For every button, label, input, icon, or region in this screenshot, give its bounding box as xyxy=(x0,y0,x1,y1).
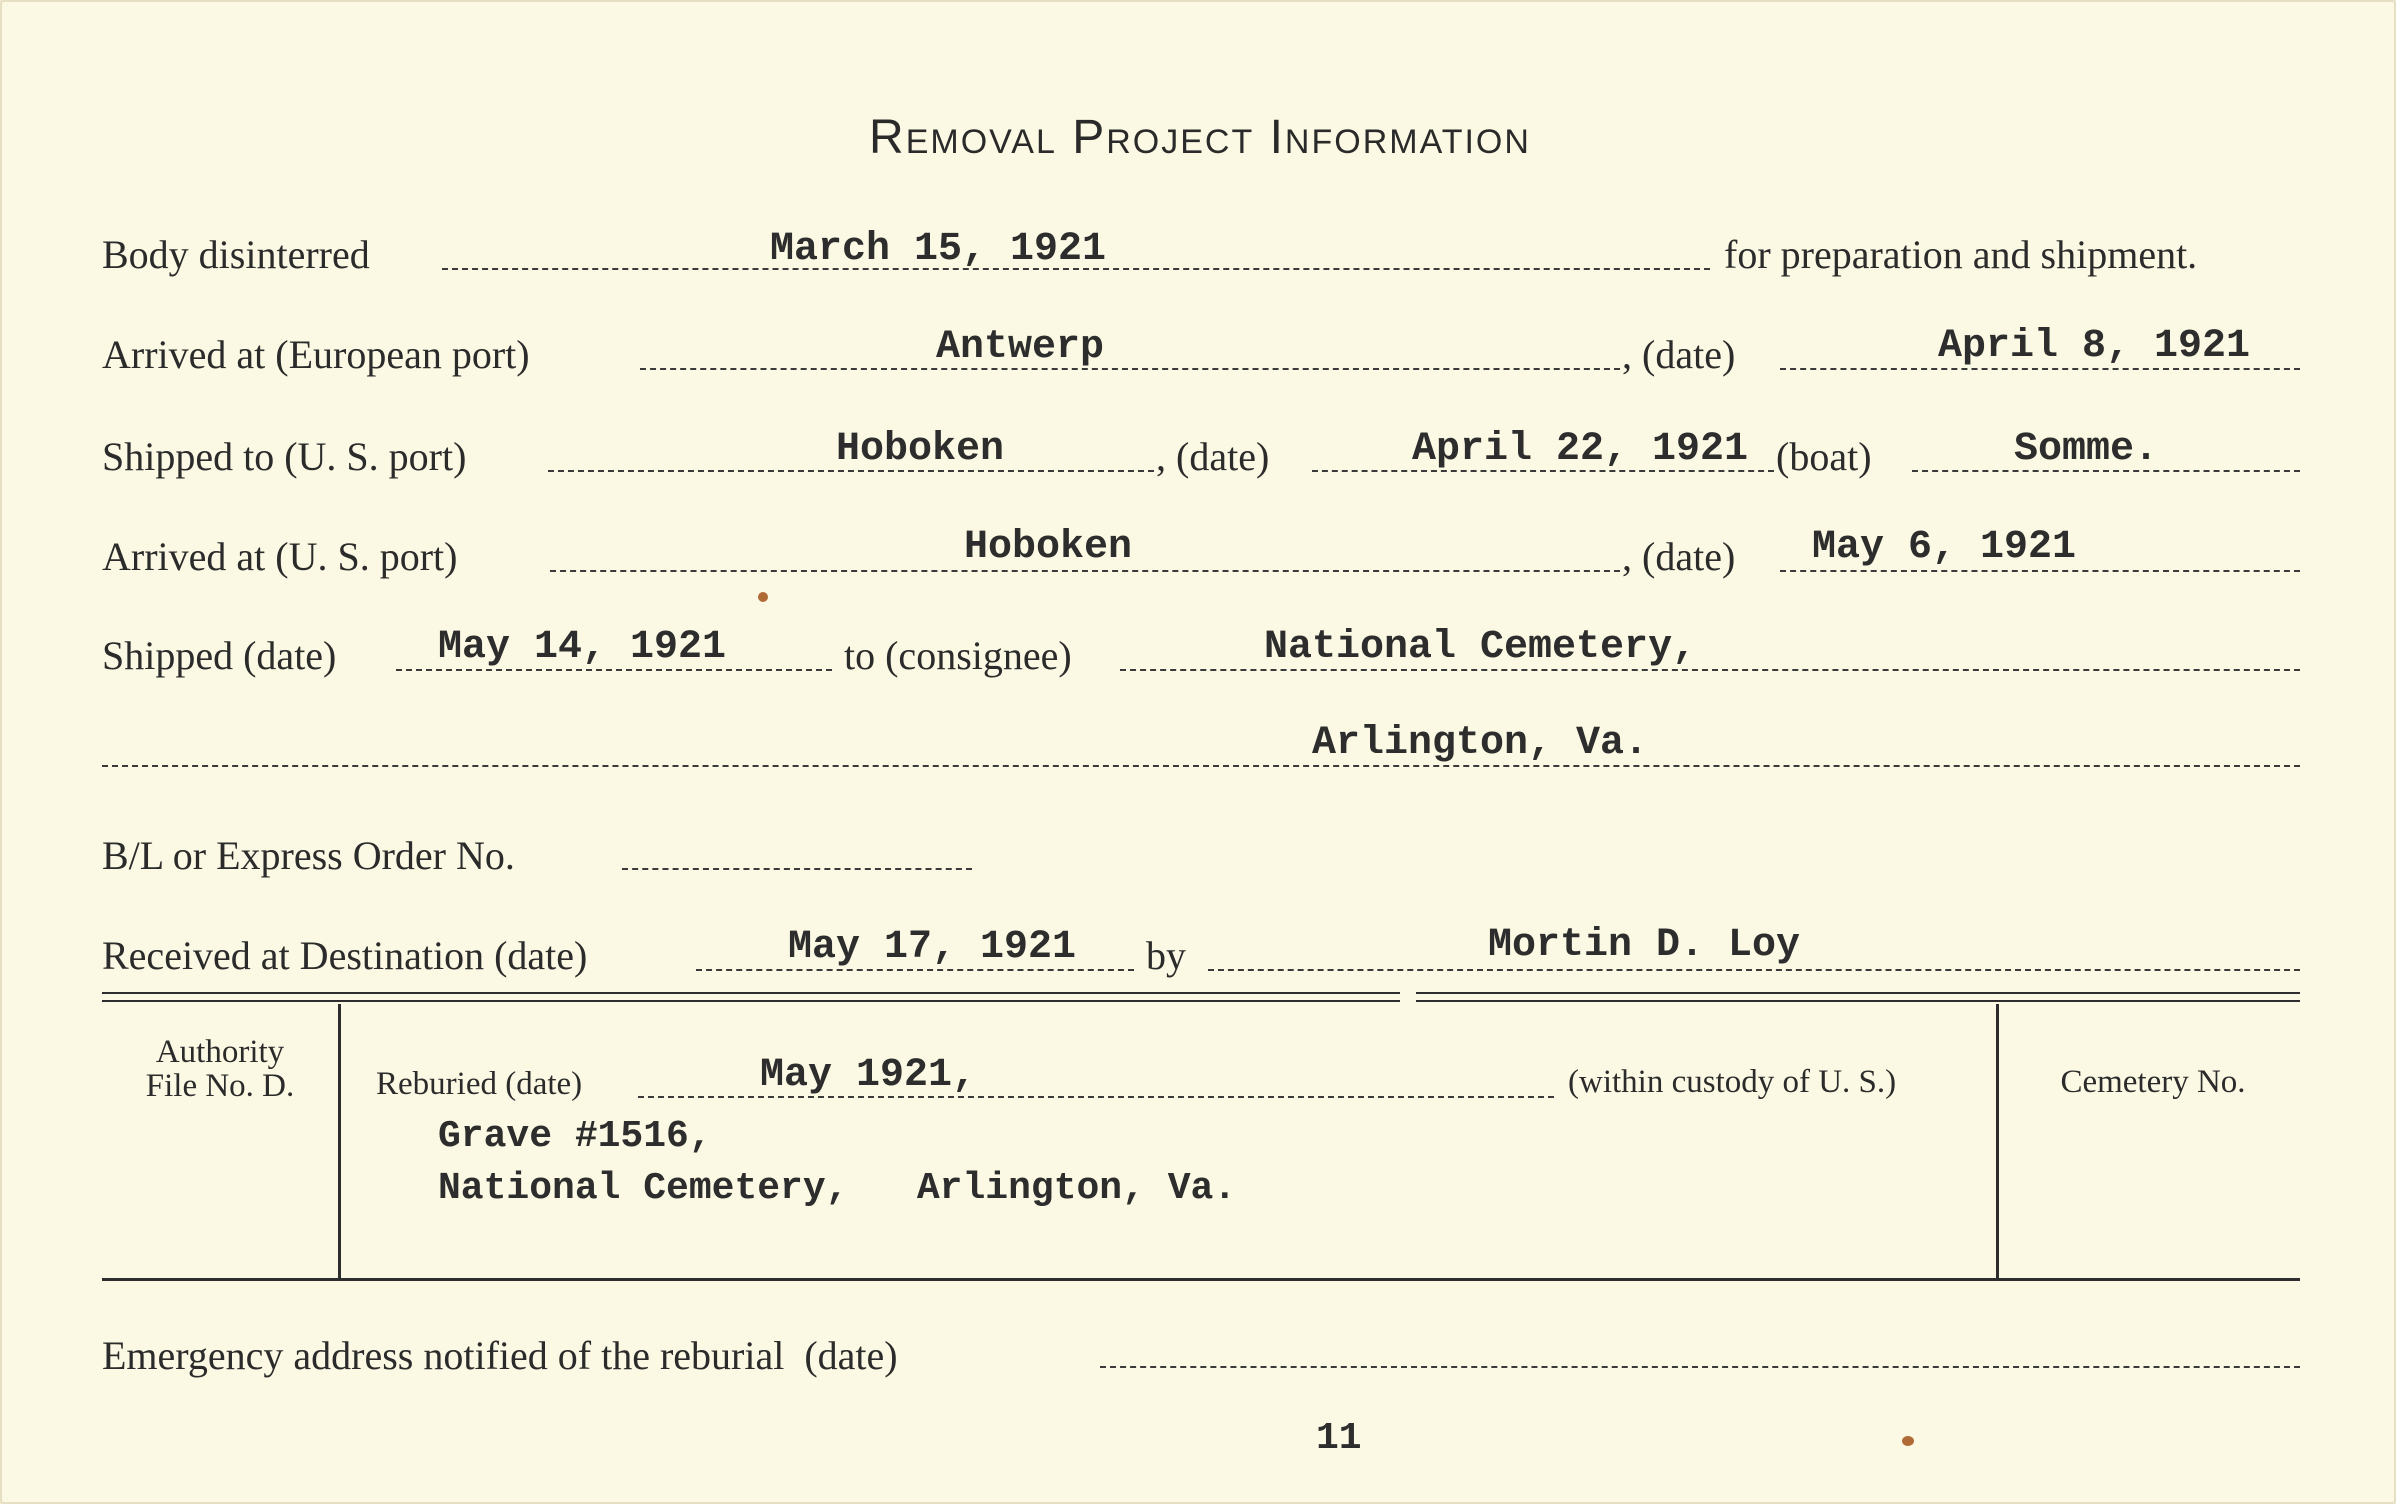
consignee-line-2 xyxy=(102,765,2300,767)
box-top-rule-left-2 xyxy=(102,1000,1400,1002)
bl-label: B/L or Express Order No. xyxy=(102,833,515,878)
box-divider-right xyxy=(1996,1004,1999,1278)
shipped-us-boat-value: Somme. xyxy=(2014,427,2159,472)
box-divider-left xyxy=(338,1004,341,1278)
shipped-us-date-label: , (date) xyxy=(1156,434,1270,479)
disinterred-value: March 15, 1921 xyxy=(770,227,1107,272)
consignee-label: to (consignee) xyxy=(844,633,1072,678)
received-label: Received at Destination (date) xyxy=(102,933,588,978)
form-title: Removal Project Information xyxy=(869,111,1531,164)
shipped-date-value: May 14, 1921 xyxy=(438,625,727,670)
shipped-date-label: Shipped (date) xyxy=(102,633,337,678)
bl-line xyxy=(622,868,972,870)
box-bottom-rule xyxy=(102,1278,2300,1281)
arrived-us-date-label: , (date) xyxy=(1622,534,1736,579)
received-by-value: Mortin D. Loy xyxy=(1488,923,1801,968)
shipped-us-date-value: April 22, 1921 xyxy=(1412,427,1749,472)
european-port-line xyxy=(640,368,1620,370)
arrived-us-line xyxy=(550,570,1620,572)
reburied-label: Reburied (date) xyxy=(376,1066,583,1102)
arrived-us-label: Arrived at (U. S. port) xyxy=(102,534,458,579)
shipped-us-value: Hoboken xyxy=(836,427,1005,472)
grave-line-1: Grave #1516, xyxy=(438,1115,712,1158)
arrived-us-value: Hoboken xyxy=(964,525,1133,570)
european-port-value: Antwerp xyxy=(936,325,1105,370)
authority-label-1: Authority xyxy=(155,1034,285,1070)
european-port-date-value: April 8, 1921 xyxy=(1938,324,2251,369)
emergency-line xyxy=(1100,1366,2300,1368)
european-port-label: Arrived at (European port) xyxy=(102,332,530,377)
shipped-us-boat-label: (boat) xyxy=(1776,434,1872,479)
disinterred-label: Body disinterred xyxy=(102,232,370,277)
grave-line-2: National Cemetery, Arlington, Va. xyxy=(438,1167,1237,1210)
consignee-value: National Cemetery, xyxy=(1264,625,1697,670)
received-by-label: by xyxy=(1146,933,1186,978)
authority-label-2: File No. D. xyxy=(145,1068,295,1104)
stain-spot xyxy=(758,592,768,602)
cemetery-no-label: Cemetery No. xyxy=(2060,1064,2246,1100)
box-top-rule-right-1 xyxy=(1416,992,2300,994)
received-date-value: May 17, 1921 xyxy=(788,925,1077,970)
european-port-date-label: , (date) xyxy=(1622,332,1736,377)
box-top-rule-left-1 xyxy=(102,992,1400,994)
stain-spot xyxy=(1902,1436,1914,1446)
custody-label: (within custody of U. S.) xyxy=(1568,1064,1897,1100)
received-by-line xyxy=(1208,969,2300,971)
emergency-label: Emergency address notified of the reburial (date) xyxy=(102,1333,898,1378)
reburied-value: May 1921, xyxy=(760,1053,977,1098)
disinterred-suffix: for preparation and shipment. xyxy=(1724,232,2198,277)
box-top-rule-right-2 xyxy=(1416,1000,2300,1002)
page-number: 11 xyxy=(1316,1417,1362,1460)
arrived-us-date-line xyxy=(1780,570,2300,572)
arrived-us-date-value: May 6, 1921 xyxy=(1812,525,2077,570)
consignee-value-2: Arlington, Va. xyxy=(1312,721,1649,766)
shipped-us-label: Shipped to (U. S. port) xyxy=(102,434,467,479)
